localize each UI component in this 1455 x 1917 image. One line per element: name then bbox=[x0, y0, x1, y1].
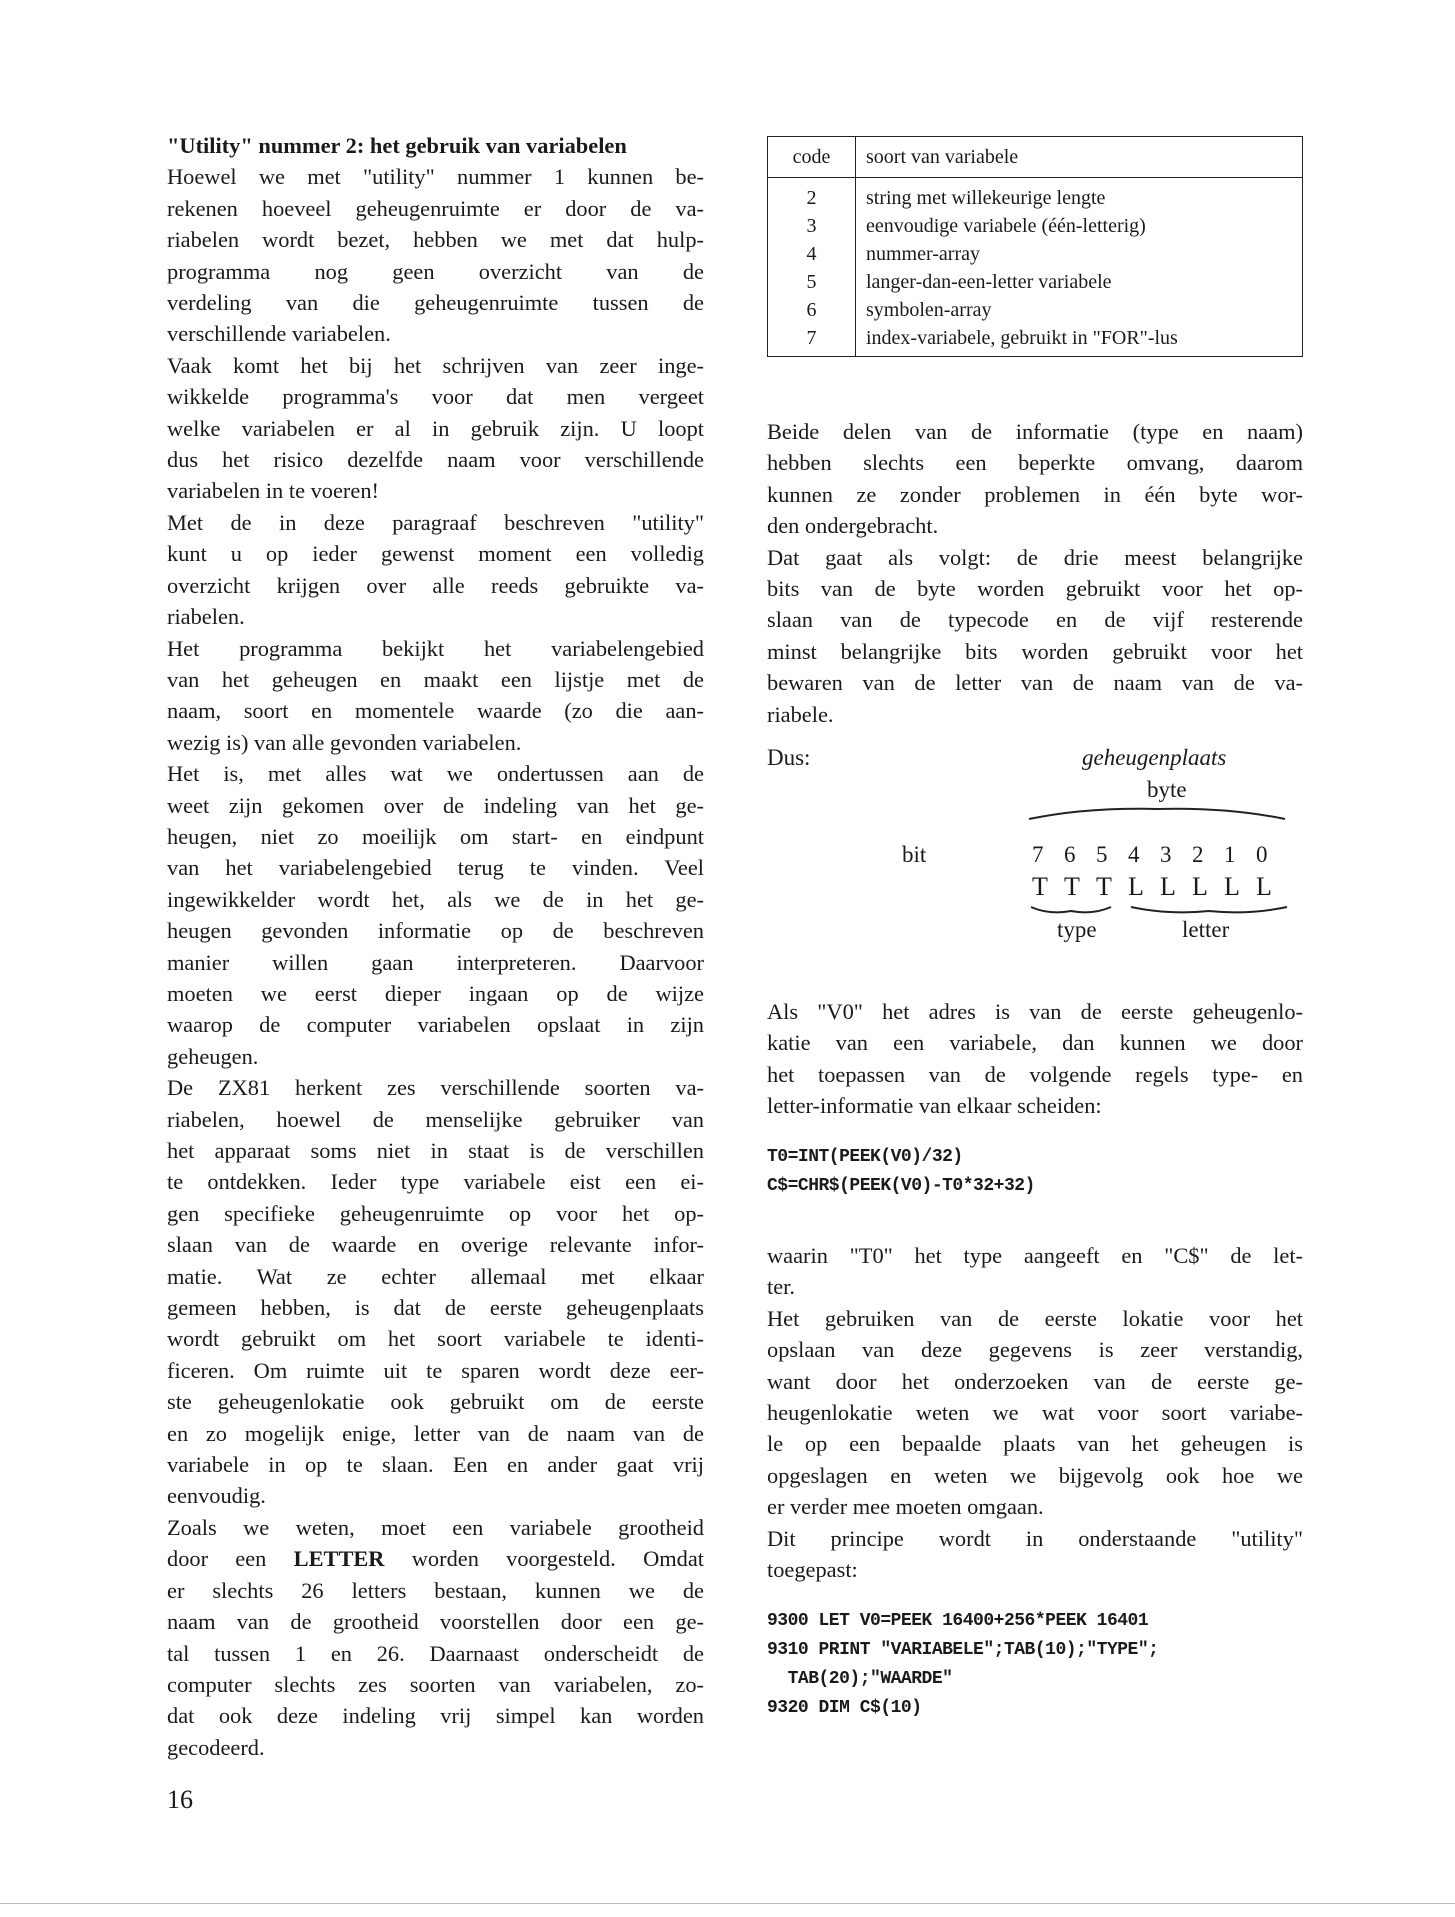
text-line: naam, soort en momentele waarde (zo die aan- bbox=[167, 698, 704, 724]
bit-letter: L bbox=[1128, 872, 1144, 901]
left-paragraphs bbox=[167, 161, 704, 1511]
text-line: het toepassen van de volgende regels type- en bbox=[767, 1061, 1303, 1087]
text-line: verschillende variabelen. bbox=[167, 321, 391, 347]
text-line: er verder mee moeten omgaan. bbox=[767, 1494, 1044, 1520]
page-number: 16 bbox=[167, 1785, 193, 1814]
paragraph bbox=[167, 633, 704, 759]
text-line: ficeren. Om ruimte uit te sparen wordt deze eer- bbox=[167, 1357, 704, 1383]
text-line: programma nog geen overzicht van de bbox=[167, 258, 704, 284]
text-line: opgeslagen en weten we bijgevolg ook hoe we bbox=[767, 1462, 1303, 1488]
text-line: computer slechts zes soorten van variabelen, zo- bbox=[167, 1671, 704, 1697]
text-line: wikkelde programma's voor dat men vergeet bbox=[167, 384, 704, 410]
paragraph bbox=[167, 758, 704, 1072]
text-line: geheugen. bbox=[167, 1043, 259, 1069]
text-line: kunt u op ieder gewenst moment een volledig bbox=[167, 541, 704, 567]
text-line: bewaren van de letter van de naam van de va- bbox=[767, 670, 1303, 696]
bit-number: 0 bbox=[1256, 842, 1268, 867]
bit-letter: T bbox=[1064, 872, 1080, 901]
paragraph-letter bbox=[167, 1512, 704, 1763]
paragraph bbox=[767, 416, 1303, 542]
text-line: le op een bepaalde plaats van het geheugen is bbox=[767, 1431, 1303, 1457]
text-line: variabele in op te slaan. Een en ander gaat vrij bbox=[167, 1452, 704, 1478]
text-line: Zoals we weten, moet een variabele grootheid bbox=[167, 1514, 704, 1540]
text-line: katie van een variabele, dan kunnen we door bbox=[767, 1030, 1303, 1056]
text-line: dat ook deze indeling vrij simpel kan worden bbox=[167, 1703, 704, 1729]
text-line: Beide delen van de informatie (type en naam) bbox=[767, 419, 1303, 444]
text-line: den ondergebracht. bbox=[767, 513, 939, 539]
text-line: gemeen hebben, is dat de eerste geheugenplaats bbox=[167, 1295, 704, 1321]
table-row bbox=[768, 324, 1303, 357]
code-snippet-2 bbox=[767, 1607, 1158, 1723]
text-line: weet zijn gekomen over de indeling van het ge- bbox=[167, 792, 704, 818]
row-code: 6 bbox=[768, 296, 856, 324]
right-column-a bbox=[767, 416, 1303, 730]
table-header-code: code bbox=[768, 137, 856, 178]
text-line: heugen gevonden informatie op de beschreven bbox=[167, 918, 704, 944]
row-kind: string met willekeurige lengte bbox=[856, 178, 1303, 213]
letter-label: letter bbox=[1182, 917, 1230, 942]
bold-letter-word: LETTER bbox=[293, 1546, 385, 1572]
text-line: waarop de computer variabelen opslaat in zijn bbox=[167, 1012, 704, 1038]
paragraph bbox=[167, 161, 704, 349]
table-header-kind: soort van variabele bbox=[856, 137, 1303, 178]
text-line: gen specifieke geheugenruimte op voor het op- bbox=[167, 1200, 704, 1226]
paragraph bbox=[167, 507, 704, 633]
row-kind: symbolen-array bbox=[856, 296, 1303, 324]
text-line: Vaak komt het bij het schrijven van zeer inge- bbox=[167, 352, 704, 378]
type-label: type bbox=[1057, 917, 1097, 942]
bit-letter: L bbox=[1224, 872, 1240, 901]
text-line: bits van de byte worden gebruikt voor het op- bbox=[767, 576, 1303, 602]
table-row bbox=[768, 296, 1303, 324]
bit-number: 1 bbox=[1224, 842, 1236, 867]
text-line: gecodeerd. bbox=[167, 1734, 265, 1760]
right-column-b bbox=[767, 996, 1303, 1122]
text-line: wordt gebruikt om het soort variabele te identi- bbox=[167, 1326, 704, 1352]
text-line: moeten we eerst dieper ingaan op de wijze bbox=[167, 980, 704, 1006]
bit-letter: T bbox=[1032, 872, 1048, 901]
text-line: kunnen ze zonder problemen in één byte wor- bbox=[767, 481, 1303, 507]
row-kind: eenvoudige variabele (één-letterig) bbox=[856, 212, 1303, 240]
row-code: 2 bbox=[768, 178, 856, 213]
row-code: 3 bbox=[768, 212, 856, 240]
table-row bbox=[768, 212, 1303, 240]
row-code: 5 bbox=[768, 268, 856, 296]
text-line: overzicht krijgen over alle reeds gebruikte va- bbox=[167, 572, 704, 598]
bit-number: 2 bbox=[1192, 842, 1204, 867]
text-line: variabelen in te voeren! bbox=[167, 478, 379, 504]
text-line: het apparaat soms niet in staat is de verschillen bbox=[167, 1138, 704, 1163]
bit-number: 6 bbox=[1064, 842, 1076, 867]
bit-number: 5 bbox=[1096, 842, 1108, 867]
text-line: verdeling van die geheugenruimte tussen de bbox=[167, 290, 704, 316]
section-heading: "Utility" nummer 2: het gebruik van variabelen bbox=[167, 133, 627, 158]
code-line: T0=INT(PEEK(V0)/32) bbox=[767, 1147, 963, 1167]
text-line: tal tussen 1 en 26. Daarnaast onderscheidt de bbox=[167, 1640, 704, 1666]
text-line: wezig is) van alle gevonden variabelen. bbox=[167, 729, 522, 755]
text-line: te ontdekken. Ieder type variabele eist een ei- bbox=[167, 1169, 704, 1195]
text-line: manier willen gaan interpreteren. Daarvoor bbox=[167, 949, 704, 975]
bottom-rule bbox=[0, 1903, 1455, 1904]
paragraph bbox=[167, 1072, 704, 1512]
text-line: Als "V0" het adres is van de eerste geheugenlo- bbox=[767, 999, 1303, 1024]
bit-number: 4 bbox=[1128, 842, 1140, 867]
text-line: rekenen hoeveel geheugenruimte er door de va- bbox=[167, 195, 704, 221]
bit-label: bit bbox=[902, 842, 927, 867]
text-line: ste geheugenlokatie ook gebruikt om de eerste bbox=[167, 1389, 704, 1415]
code-line: C$=CHR$(PEEK(V0)-T0*32+32) bbox=[767, 1176, 1035, 1196]
text-line: toegepast: bbox=[767, 1557, 858, 1583]
table-row bbox=[768, 178, 1303, 213]
text-line: Het gebruiken van de eerste lokatie voor het bbox=[767, 1305, 1303, 1331]
variable-code-table bbox=[767, 136, 1303, 357]
text-line: riabele. bbox=[767, 701, 834, 727]
bit-letter: T bbox=[1096, 872, 1112, 901]
paragraph bbox=[767, 996, 1303, 1122]
paragraph bbox=[767, 1240, 1303, 1303]
text-line: riabelen wordt bezet, hebben we met dat hulp- bbox=[167, 227, 704, 253]
row-kind: nummer-array bbox=[856, 240, 1303, 268]
text-line: heugen, niet zo moeilijk om start- en eindpunt bbox=[167, 823, 704, 849]
right-column-c bbox=[767, 1240, 1303, 1585]
bit-number: 7 bbox=[1032, 842, 1044, 867]
text-line: er slechts 26 letters bestaan, kunnen we de bbox=[167, 1577, 704, 1603]
text-line: hebben slechts een beperkte omvang, daarom bbox=[767, 450, 1303, 476]
text-line: Het programma bekijkt het variabelengebied bbox=[167, 635, 704, 661]
bit-letter: L bbox=[1192, 872, 1208, 901]
text-line: want door het onderzoeken van de eerste ge- bbox=[767, 1368, 1303, 1394]
text-line: minst belangrijke bits worden gebruikt voor het bbox=[767, 638, 1303, 664]
geheugenplaats-label: geheugenplaats bbox=[1082, 745, 1227, 770]
byte-label: byte bbox=[1147, 777, 1187, 802]
code-line: TAB(20);"WAARDE" bbox=[767, 1669, 953, 1689]
text-line: dus het risico dezelfde naam voor verschillende bbox=[167, 447, 704, 473]
text-line: slaan van de typecode en de vijf resterende bbox=[767, 607, 1303, 633]
row-code: 4 bbox=[768, 240, 856, 268]
table-row bbox=[768, 240, 1303, 268]
table-row bbox=[768, 268, 1303, 296]
text-line: heugenlokatie weten we wat voor soort variabe- bbox=[767, 1400, 1303, 1426]
left-column bbox=[167, 130, 704, 1763]
row-code: 7 bbox=[768, 324, 856, 357]
text-line: Dit principe wordt in onderstaande "utility" bbox=[767, 1525, 1303, 1551]
text-line: opslaan van deze gegevens is zeer verstandig, bbox=[767, 1337, 1303, 1363]
text-line: van het variabelengebied terug te vinden. Veel bbox=[167, 855, 704, 881]
text-line: matie. Wat ze echter allemaal met elkaar bbox=[167, 1263, 704, 1289]
paragraph bbox=[767, 1303, 1303, 1523]
text-line: eenvoudig. bbox=[167, 1483, 266, 1509]
text-line: riabelen. bbox=[167, 604, 245, 630]
dus-label: Dus: bbox=[767, 745, 811, 770]
text-line: waarin "T0" het type aangeeft en "C$" de let- bbox=[767, 1243, 1303, 1268]
bit-letter: L bbox=[1256, 872, 1272, 901]
paragraph bbox=[767, 1523, 1303, 1586]
text-line: en zo mogelijk enige, letter van de naam van de bbox=[167, 1420, 704, 1446]
row-kind: index-variabele, gebruikt in "FOR"-lus bbox=[856, 324, 1303, 357]
paragraph bbox=[167, 350, 704, 507]
text-line: Met de in deze paragraaf beschreven "utility" bbox=[167, 509, 704, 535]
bit-letter: L bbox=[1160, 872, 1176, 901]
text-line: welke variabelen er al in gebruik zijn. U loopt bbox=[167, 415, 704, 441]
text-line: Het is, met alles wat we ondertussen aan de bbox=[167, 761, 704, 787]
split-braces bbox=[1029, 903, 1291, 917]
text-line: door een LETTER worden voorgesteld. Omdat bbox=[167, 1546, 705, 1572]
code-line: 9320 DIM C$(10) bbox=[767, 1698, 922, 1718]
text-line: ingewikkelder wordt het, als we de in het ge- bbox=[167, 886, 704, 912]
text-line: van het geheugen en maakt een lijstje met de bbox=[167, 666, 704, 692]
code-line: 9310 PRINT "VARIABELE";TAB(10);"TYPE"; bbox=[767, 1640, 1159, 1660]
paragraph bbox=[767, 542, 1303, 730]
row-kind: langer-dan-een-letter variabele bbox=[856, 268, 1303, 296]
text-line: De ZX81 herkent zes verschillende soorten va- bbox=[167, 1075, 704, 1101]
bit-number: 3 bbox=[1160, 842, 1172, 867]
text-line: Hoewel we met "utility" nummer 1 kunnen be- bbox=[167, 164, 704, 190]
text-line: letter-informatie van elkaar scheiden: bbox=[767, 1093, 1102, 1119]
text-line: ter. bbox=[767, 1274, 795, 1300]
text-line: slaan van de waarde en overige relevante infor- bbox=[167, 1232, 704, 1258]
byte-brace bbox=[1027, 805, 1287, 825]
text-line: riabelen, hoewel de menselijke gebruiker van bbox=[167, 1106, 704, 1132]
byte-diagram bbox=[767, 745, 1307, 945]
text-line: Dat gaat als volgt: de drie meest belangrijke bbox=[767, 544, 1303, 570]
text-line: naam van de grootheid voorstellen door een ge- bbox=[167, 1609, 704, 1635]
code-snippet-1 bbox=[767, 1143, 1035, 1201]
code-line: 9300 LET V0=PEEK 16400+256*PEEK 16401 bbox=[767, 1611, 1149, 1631]
